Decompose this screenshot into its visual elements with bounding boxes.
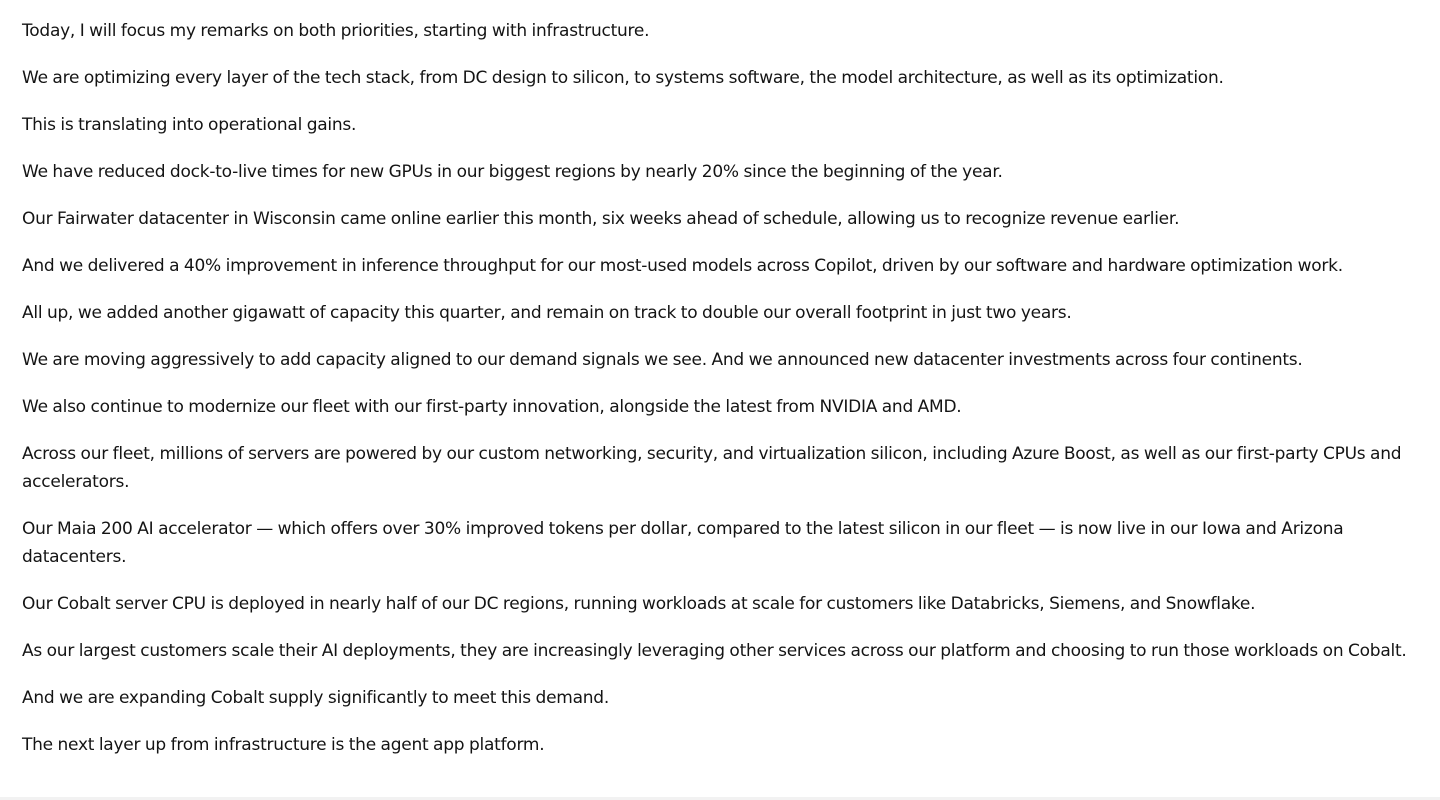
paragraph-operational-gains: This is translating into operational gains. xyxy=(22,115,357,135)
paragraph-agent-app-platform: The next layer up from infrastructure is the agent app platform. xyxy=(22,735,545,755)
paragraph-fleet-modernization: We also continue to modernize our fleet with our first-party innovation, alongside the latest from NVIDIA and AMD. xyxy=(22,397,962,417)
paragraph-maia-accelerator: Our Maia 200 AI accelerator — which offers over 30% improved tokens per dollar, compared to the latest silicon in our fleet — is now live in our Iowa and Arizona datacenters. xyxy=(22,519,1344,567)
paragraph-inference-throughput: And we delivered a 40% improvement in inference throughput for our most-used models across Copilot, driven by our software and hardware optimization work. xyxy=(22,256,1343,276)
paragraph-dock-to-live: We have reduced dock-to-live times for new GPUs in our biggest regions by nearly 20% since the beginning of the year. xyxy=(22,162,1003,182)
paragraph-gigawatt-capacity: All up, we added another gigawatt of capacity this quarter, and remain on track to double our overall footprint in just two years. xyxy=(22,303,1072,323)
paragraph-ai-deployments: As our largest customers scale their AI deployments, they are increasingly leveraging other services across our platform and choosing to run those workloads on Cobalt. xyxy=(22,641,1407,661)
paragraph-infrastructure-focus: Today, I will focus my remarks on both priorities, starting with infrastructure. xyxy=(22,21,650,41)
paragraph-cobalt-supply: And we are expanding Cobalt supply significantly to meet this demand. xyxy=(22,688,609,708)
paragraph-tech-stack: We are optimizing every layer of the tech stack, from DC design to silicon, to systems software, the model architecture, as well as its optimization. xyxy=(22,68,1224,88)
paragraph-custom-silicon: Across our fleet, millions of servers are powered by our custom networking, security, and virtualization silicon, including Azure Boost, as well as our first-party CPUs and accelerators. xyxy=(22,444,1402,492)
paragraph-fairwater-datacenter: Our Fairwater datacenter in Wisconsin came online earlier this month, six weeks ahead of schedule, allowing us to recognize revenue earlier. xyxy=(22,209,1180,229)
paragraph-demand-signals: We are moving aggressively to add capacity aligned to our demand signals we see. And we announced new datacenter investments across four continents. xyxy=(22,350,1303,370)
paragraph-cobalt-cpu: Our Cobalt server CPU is deployed in nearly half of our DC regions, running workloads at scale for customers like Databricks, Siemens, and Snowflake. xyxy=(22,594,1256,614)
